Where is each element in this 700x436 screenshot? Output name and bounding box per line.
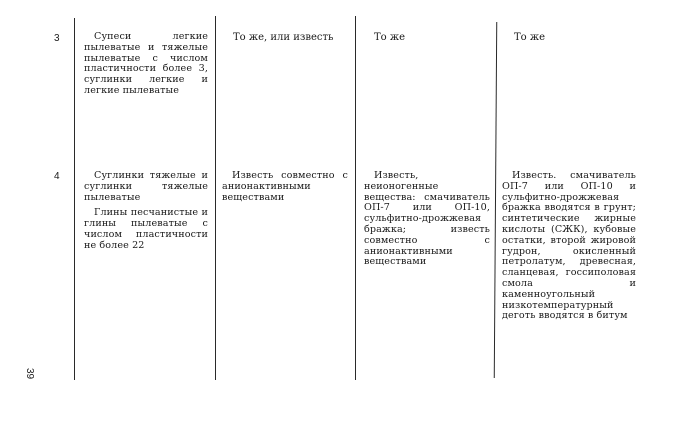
soil-type-cell [84,32,208,102]
column-divider-2 [215,16,216,380]
treatment-text: Известь совместно с анионактивными веществами [222,170,348,203]
soil-type-text: Глины песчанистые и глины пылеватые с числом пластичности не более 22 [84,207,208,251]
treatment-cell-col3: То же [374,32,405,43]
treatment-cell-col2 [222,171,348,208]
page-number: 39 [24,367,36,380]
row-number: 4 [54,171,60,182]
treatment-text: Известь, неионогенные вещества: смачиватель ОП-7 или ОП-10, сульфитно-дрожжевая бражка; известь совместно с анионактивными веществами [364,170,490,268]
soil-type-text: Супеси легкие пылеватые и тяжелые пылеватые с числом пластичности более 3, суглинки легкие и легкие пылеватые [84,31,208,96]
soil-type-cell [84,171,208,257]
column-divider-1 [74,18,75,380]
column-divider-3 [355,16,356,380]
soil-type-text: Суглинки тяжелые и суглинки тяжелые пылеватые [84,170,208,203]
row-number: 3 [54,33,60,44]
treatment-text: Известь. смачиватель ОП-7 или ОП-10 и сульфитно-дрожжевая бражка вводятся в грунт; синтетические жирные кислоты (СЖК), кубовые остатки, второй жировой гудрон, окисленный петролатум, древесная, сланцевая, госсиполовая смола и каменноугольный низкотемпературный деготь вводятся в битум [502,170,636,322]
treatment-cell-col2: То же, или известь [233,32,334,43]
treatment-cell-col3 [364,171,490,273]
column-divider-4 [494,22,498,378]
treatment-cell-col4: То же [514,32,545,43]
treatment-cell-col4 [502,171,636,327]
